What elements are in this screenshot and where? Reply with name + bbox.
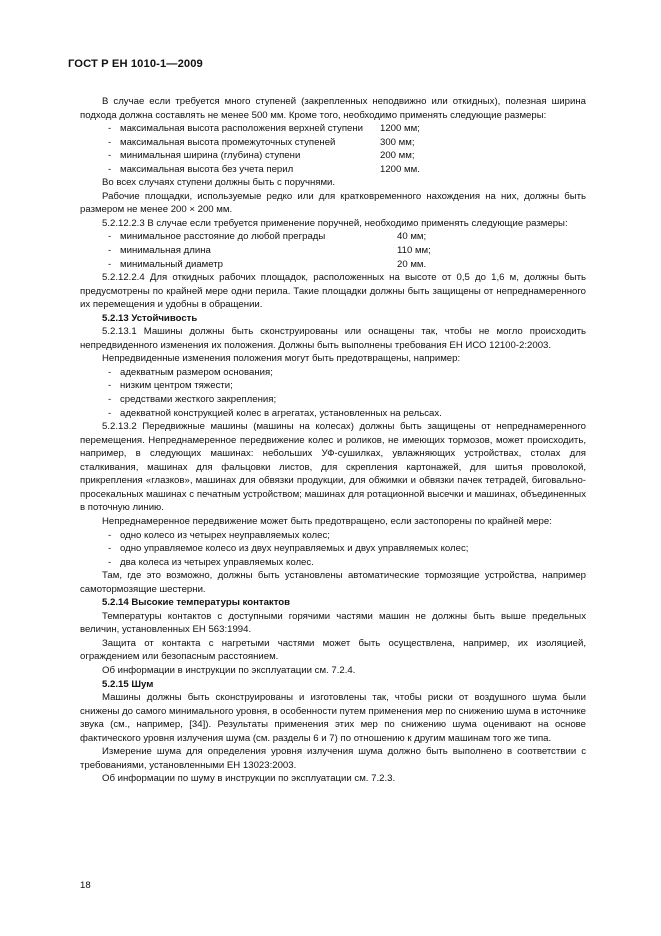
section-heading: 5.2.13 Устойчивость <box>102 312 198 324</box>
list-item: - адекватной конструкцией колес в агрегатах, установленных на рельсах. <box>80 407 586 421</box>
list-dash: - <box>108 407 112 419</box>
page-number: 18 <box>80 880 91 891</box>
list-dash: - <box>108 556 112 568</box>
dimension-value: 40 мм; <box>397 231 427 243</box>
list-item: - одно колесо из четырех неуправляемых колес; <box>80 529 586 543</box>
dimension-value: 200 мм; <box>380 150 415 162</box>
paragraph: Непреднамеренное передвижение может быть предотвращено, если застопорены по крайней мере: <box>102 515 552 527</box>
dimension-row <box>80 163 586 177</box>
list-dash: - <box>108 543 112 555</box>
document-header: ГОСТ Р ЕН 1010-1—2009 <box>68 58 203 70</box>
list-dash: - <box>108 366 112 378</box>
dimension-value: 110 мм; <box>397 245 431 257</box>
paragraph: Температуры контактов с доступными горячими частями машин не должны быть выше предельных величин, установленных ЕН 563:1994. <box>80 610 586 636</box>
page-content <box>80 95 586 786</box>
list-dash: - <box>108 380 112 392</box>
paragraph: 5.2.12.2.3 В случае если требуется применение поручней, необходимо применять следующие размеры: <box>102 217 568 229</box>
list-dash: - <box>108 136 112 148</box>
dimension-value: 1200 мм. <box>380 163 420 175</box>
list-item: - два колеса из четырех управляемых колес. <box>80 556 586 570</box>
dimension-row <box>80 230 586 244</box>
paragraph: Непредвиденные изменения положения могут быть предотвращены, например: <box>102 353 461 365</box>
list-item: - средствами жесткого закрепления; <box>80 393 586 407</box>
paragraph: Там, где это возможно, должны быть установлены автоматические тормозящие устройства, например самотормозящие шестерни. <box>80 570 586 595</box>
section-heading: 5.2.14 Высокие температуры контактов <box>102 597 291 609</box>
list-item: - низким центром тяжести; <box>80 379 586 393</box>
paragraph: Во всех случаях ступени должны быть с поручнями. <box>102 177 336 189</box>
paragraph: Рабочие площадки, используемые редко или для кратковременного нахождения на них, должны быть размером не менее 200 × 200 мм. <box>80 190 586 216</box>
dimension-value: 20 мм. <box>397 258 427 270</box>
dimension-label: минимальная ширина (глубина) ступени <box>120 150 301 162</box>
list-dash: - <box>108 150 112 162</box>
list-dash: - <box>108 394 112 406</box>
paragraph: В случае если требуется много ступеней (закрепленных неподвижно или откидных), полезная ширина подхода должна составлять не менее 500 мм. Кроме того, необходимо применять следующие размеры: <box>80 96 586 121</box>
dimension-label: максимальная высота промежуточных ступеней <box>120 136 336 148</box>
list-dash: - <box>108 529 112 541</box>
dimension-label: минимальное расстояние до любой преграды <box>120 231 326 243</box>
dimension-row <box>80 244 586 258</box>
list-item: - одно управляемое колесо из двух неуправляемых и двух управляемых колес; <box>80 542 586 556</box>
section-heading: 5.2.15 Шум <box>102 678 154 690</box>
list-dash: - <box>108 231 112 243</box>
list-dash: - <box>108 163 112 175</box>
dimension-value: 300 мм; <box>380 136 415 148</box>
paragraph: 5.2.13.1 Машины должны быть сконструированы или оснащены так, чтобы не могло происходить непредвиденного изменения их положения. Должны быть выполнены требования ЕН ИСО 12100-2:2003. <box>80 326 586 351</box>
paragraph: Об информации в инструкции по эксплуатации см. 7.2.4. <box>102 664 356 676</box>
dimension-row <box>80 258 586 272</box>
paragraph: Машины должны быть сконструированы и изготовлены так, чтобы риски от воздушного шума были снижены до самого минимального уровня, в особенности путем применения мер по снижению шума в источнике звука (см., например, [34]). Результаты применения этих мер по снижению шума оценивают на основе фактического уровня излучения шума (см. разделы 6 и 7) по отношению к другим машинам того же типа. <box>80 692 586 744</box>
dimension-value: 1200 мм; <box>380 123 420 135</box>
paragraph: Защита от контакта с нагретыми частями может быть осуществлена, например, их изоляцией, ограждением или безопасным расстоянием. <box>80 637 586 663</box>
list-item: - адекватным размером основания; <box>80 366 586 380</box>
dimension-row <box>80 149 586 163</box>
dimension-label: минимальный диаметр <box>120 258 223 270</box>
paragraph: 5.2.13.2 Передвижные машины (машины на колесах) должны быть защищены от непреднамеренного перемещения. Непреднамеренное передвижение колес и роликов, не имеющих тормозов, может происходить, например, в следующих машинах: небольших УФ-сушилках, увлажняющих устройствах, столах для сталкивания, машинах для фальцовки листов, для скрепления картонажей, для шитья проволокой, прикрепления «глазков», машинах для обвязки продукции, для обжимки и обвязки пачек тетрадей, биговально-просекальных машинах с печатным устройством; машинах для ротационной высечки и машинах, объединенных в поточную линию. <box>80 421 586 514</box>
list-dash: - <box>108 123 112 135</box>
dimension-label: минимальная длина <box>120 245 211 257</box>
paragraph: Об информации по шуму в инструкции по эксплуатации см. 7.2.3. <box>102 773 396 785</box>
list-dash: - <box>108 258 112 270</box>
paragraph: 5.2.12.2.4 Для откидных рабочих площадок, расположенных на высоте от 0,5 до 1,6 м, должны быть предусмотрены по крайней мере одни перила. Такие площадки должны быть защищены от непреднамеренного их перемещения и удобны в обращении. <box>80 272 586 311</box>
list-dash: - <box>108 245 112 257</box>
dimension-row <box>80 122 586 136</box>
dimension-row <box>80 136 586 150</box>
dimension-label: максимальная высота без учета перил <box>120 163 294 175</box>
dimension-label: максимальная высота расположения верхней ступени <box>120 123 364 135</box>
paragraph: Измерение шума для определения уровня излучения шума должно быть выполнено в соответствии с требованиями, установленными ЕН 13023:2003. <box>80 746 586 771</box>
